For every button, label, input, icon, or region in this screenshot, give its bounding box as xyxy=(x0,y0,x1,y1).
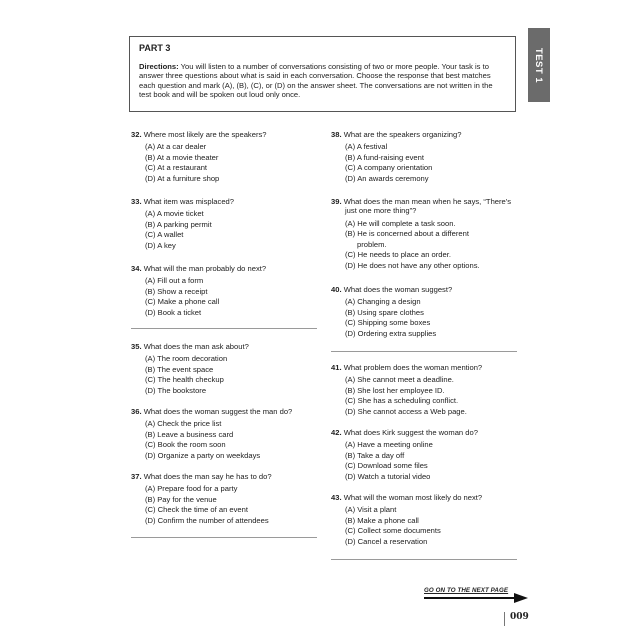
question-text: Where most likely are the speakers? xyxy=(143,130,267,139)
answer-option: (B) Show a receipt xyxy=(145,286,208,296)
answer-option: (A) Visit a plant xyxy=(345,505,397,515)
question-number: 38. xyxy=(331,130,342,139)
question-36 xyxy=(131,407,292,461)
answer-option: (A) Have a meeting online xyxy=(345,440,433,450)
question-text: What does the man ask about? xyxy=(143,342,249,351)
answer-option: (B) Take a day off xyxy=(345,450,405,460)
question-text: What does Kirk suggest the woman do? xyxy=(343,428,478,437)
question-41 xyxy=(331,363,482,417)
answer-option: (A) Fill out a form xyxy=(145,276,204,286)
answer-option: (C) He needs to place an order. xyxy=(345,250,451,260)
answer-option: (B) A fund-raising event xyxy=(345,152,424,162)
section-divider xyxy=(131,537,317,538)
answer-option: (C) Collect some documents xyxy=(345,526,441,536)
answer-option: (A) Changing a design xyxy=(345,297,421,307)
question-34 xyxy=(131,264,266,318)
section-divider xyxy=(331,559,517,560)
question-33 xyxy=(131,197,234,251)
question-text: What does the woman suggest the man do? xyxy=(143,407,293,416)
answer-option: (B) Using spare clothes xyxy=(345,307,424,317)
answer-option: (C) A company orientation xyxy=(345,163,433,173)
side-tab-label: TEST 1 xyxy=(533,47,545,83)
answer-option: (D) The bookstore xyxy=(145,385,207,395)
question-number: 36. xyxy=(131,407,142,416)
answer-option: (A) Check the price list xyxy=(145,419,222,429)
answer-option: (D) He does not have any other options. xyxy=(345,260,480,270)
question-32 xyxy=(131,130,267,184)
directions-label: Directions: xyxy=(139,62,179,71)
question-number: 43. xyxy=(331,493,342,502)
question-number: 33. xyxy=(131,197,142,206)
answer-option: (B) She lost her employee ID. xyxy=(345,385,445,395)
question-43 xyxy=(331,493,482,547)
answer-option: (A) A festival xyxy=(345,142,388,152)
answer-option: (B) He is concerned about a different problem. xyxy=(345,229,469,249)
answer-option: (A) She cannot meet a deadline. xyxy=(345,375,454,385)
answer-option: (C) The health checkup xyxy=(145,375,224,385)
answer-option: (D) Cancel a reservation xyxy=(345,536,428,546)
directions-paragraph xyxy=(139,62,506,100)
answer-option: (D) Confirm the number of attendees xyxy=(145,515,269,525)
answer-option: (C) Check the time of an event xyxy=(145,505,248,515)
answer-option: (B) Make a phone call xyxy=(345,515,419,525)
page-number: 009 xyxy=(510,612,529,622)
answer-option: (A) At a car dealer xyxy=(145,142,207,152)
question-number: 40. xyxy=(331,285,342,294)
answer-option: (D) Book a ticket xyxy=(145,307,202,317)
answer-option: (A) Prepare food for a party xyxy=(145,484,238,494)
arrow-head-icon xyxy=(514,593,528,603)
question-number: 39. xyxy=(331,197,342,206)
answer-option: (A) He will complete a task soon. xyxy=(345,218,456,228)
answer-option: (B) Pay for the venue xyxy=(145,494,217,504)
next-page-indicator xyxy=(424,587,534,594)
answer-option: (D) At a furniture shop xyxy=(145,173,220,183)
question-37 xyxy=(131,472,272,526)
directions-box xyxy=(129,36,516,112)
test-side-tab xyxy=(528,28,550,102)
answer-option: (C) Make a phone call xyxy=(145,297,220,307)
question-number: 32. xyxy=(131,130,142,139)
question-number: 42. xyxy=(331,428,342,437)
question-39 xyxy=(331,197,521,271)
question-text: What does the man mean when he says, “There's just one more thing”? xyxy=(343,197,512,216)
question-text: What will the man probably do next? xyxy=(143,264,267,273)
question-number: 35. xyxy=(131,342,142,351)
question-38 xyxy=(331,130,461,184)
answer-option: (A) The room decoration xyxy=(145,354,228,364)
question-text: What does the man say he has to do? xyxy=(143,472,272,481)
answer-option: (D) A key xyxy=(145,240,176,250)
question-35 xyxy=(131,342,249,396)
answer-option: (C) Download some files xyxy=(345,461,428,471)
answer-option: (C) Shipping some boxes xyxy=(345,318,431,328)
answer-option: (D) Watch a tutorial video xyxy=(345,471,431,481)
question-number: 34. xyxy=(131,264,142,273)
answer-option: (B) The event space xyxy=(145,364,214,374)
answer-option: (D) Ordering extra supplies xyxy=(345,328,437,338)
directions-body: You will listen to a number of conversations consisting of two or more people. Your task is to answer three questions about what is said in each conversation. Choose the response that best matches each question and mark (A), (B), (C), or (D) on the answer sheet. The conversations are not written in the test book and will be spoken out loud only once. xyxy=(139,62,493,100)
answer-option: (C) At a restaurant xyxy=(145,163,208,173)
part-title: PART 3 xyxy=(139,43,171,53)
arrow-right-icon xyxy=(424,597,516,599)
page-number-separator xyxy=(504,612,505,626)
answer-option: (B) A parking permit xyxy=(145,219,212,229)
section-divider xyxy=(131,328,317,329)
question-text: What are the speakers organizing? xyxy=(343,130,462,139)
answer-option: (A) A movie ticket xyxy=(145,209,204,219)
answer-option: (C) Book the room soon xyxy=(145,440,226,450)
answer-option: (D) Organize a party on weekdays xyxy=(145,450,261,460)
question-40 xyxy=(331,285,452,339)
question-text: What will the woman most likely do next? xyxy=(343,493,483,502)
answer-option: (C) She has a scheduling conflict. xyxy=(345,396,459,406)
answer-option: (C) A wallet xyxy=(145,230,184,240)
question-text: What item was misplaced? xyxy=(143,197,235,206)
question-42 xyxy=(331,428,478,482)
answer-option: (D) She cannot access a Web page. xyxy=(345,406,467,416)
question-text: What problem does the woman mention? xyxy=(343,363,483,372)
answer-option: (B) At a movie theater xyxy=(145,152,219,162)
question-text: What does the woman suggest? xyxy=(343,285,453,294)
question-number: 41. xyxy=(331,363,342,372)
next-page-label: GO ON TO THE NEXT PAGE xyxy=(424,587,509,594)
question-number: 37. xyxy=(131,472,142,481)
answer-option: (D) An awards ceremony xyxy=(345,173,429,183)
section-divider xyxy=(331,351,517,352)
answer-option: (B) Leave a business card xyxy=(145,429,234,439)
